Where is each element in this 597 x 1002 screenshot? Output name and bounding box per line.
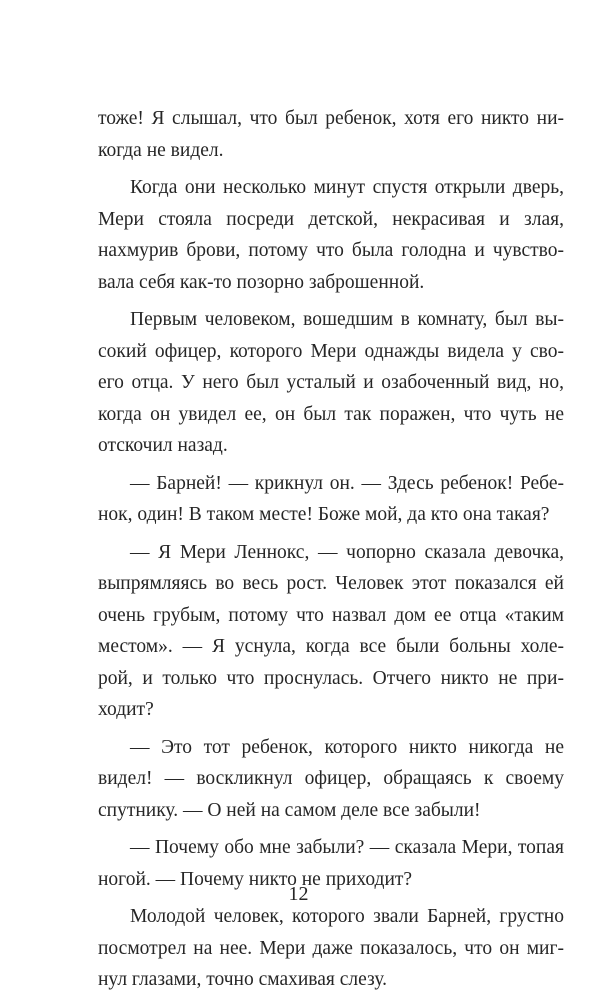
text-line: — Почему обо мне забыли? — сказала Мери, топая [130, 837, 564, 858]
text-line: посмотрел на нее. Мери даже показалось, что он миг- [98, 937, 564, 959]
text-line: выпрямляясь во весь рост. Человек этот показался ей [98, 573, 564, 594]
text-line: когда не видел. [98, 139, 224, 161]
text-line: нул глазами, точно смахивая слезу. [98, 969, 387, 990]
text-line: тоже! Я слышал, что был ребенок, хотя его никто ни- [98, 108, 564, 129]
text-line: нок, один! В таком месте! Боже мой, да кто она такая? [98, 504, 550, 525]
paragraph [98, 304, 564, 462]
text-line: его отца. У него был усталый и озабоченный вид, но, [98, 372, 564, 393]
paragraph [98, 172, 564, 298]
text-line: спутнику. — О ней на самом деле все забыли! [98, 799, 481, 821]
text-line: Первым человеком, вошедшим в комнату, был вы- [130, 309, 564, 330]
text-line: рой, и только что проснулась. Отчего никто не при- [98, 667, 564, 689]
paragraph [98, 901, 564, 996]
paragraph [98, 732, 564, 827]
text-line: нахмурив брови, потому что была голодна и чувство- [98, 240, 564, 261]
text-line: ногой. — Почему никто не приходит? [98, 868, 413, 890]
text-line: сокий офицер, которого Мери однажды видела у сво- [98, 340, 564, 362]
text-line: когда он увидел ее, он был так поражен, что чуть не [98, 403, 564, 425]
text-line: — Барней! — крикнул он. — Здесь ребенок! Ребе- [130, 472, 564, 494]
text-line: местом». — Я уснула, когда все были больны холе- [98, 636, 564, 657]
text-line: ходит? [98, 699, 154, 720]
text-line: очень грубым, потому что назвал дом ее отца «таким [98, 604, 564, 626]
text-line: вала себя как-то позорно заброшенной. [98, 271, 425, 293]
text-line: — Я Мери Леннокс, — чопорно сказала девочка, [130, 541, 564, 563]
paragraph [98, 468, 564, 531]
text-line: отскочил назад. [98, 435, 228, 456]
text-line: Молодой человек, которого звали Барней, грустно [130, 906, 564, 927]
body-text [98, 103, 564, 1002]
text-line: видел! — воскликнул офицер, обращаясь к своему [98, 768, 564, 789]
paragraph [98, 103, 564, 166]
text-line: — Это тот ребенок, которого никто никогда не [130, 736, 564, 758]
page-number: 12 [288, 883, 309, 905]
text-line: Мери стояла посреди детской, некрасивая и злая, [98, 208, 564, 230]
paragraph [98, 537, 564, 726]
text-line: Когда они несколько минут спустя открыли дверь, [130, 177, 564, 198]
